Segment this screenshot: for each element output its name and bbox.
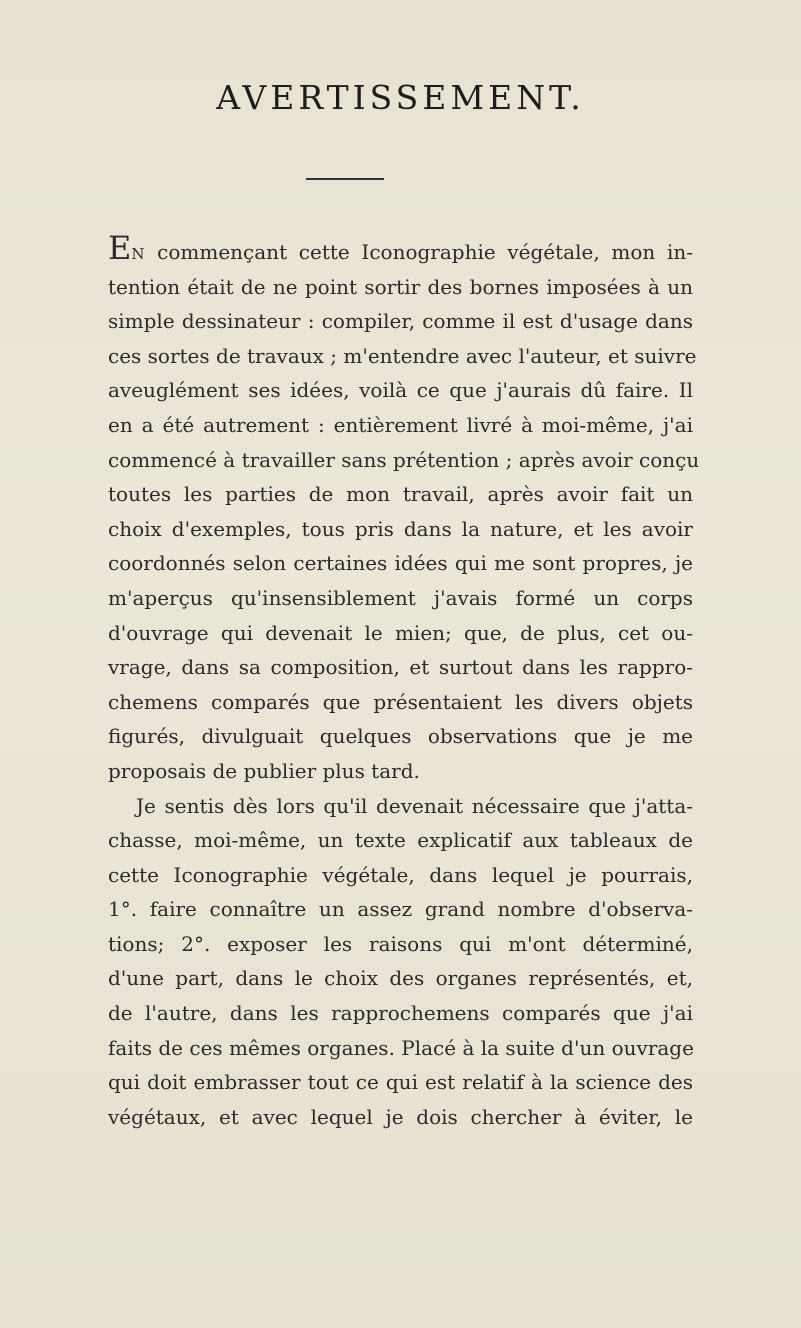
text-line: qui doit embrasser tout ce qui est relatif à la science des <box>108 1070 693 1095</box>
text-line: coordonnés selon certaines idées qui me sont propres, je <box>108 551 693 576</box>
text-line: commencé à travailler sans prétention ; après avoir conçu <box>108 447 700 472</box>
text-line: faits de ces mêmes organes. Placé à la suite d'un ouvrage <box>108 1035 694 1060</box>
text-line <box>108 229 693 270</box>
text-line: vrage, dans sa composition, et surtout dans les rappro- <box>108 655 693 680</box>
text-line: m'aperçus qu'insensiblement j'avais formé un corps <box>108 585 693 610</box>
text-line: en a été autrement : entièrement livré à moi-même, j'ai <box>108 412 693 437</box>
text-line: choix d'exemples, tous pris dans la nature, et les avoir <box>108 516 693 541</box>
text-line: ces sortes de travaux ; m'entendre avec l'auteur, et suivre <box>108 343 697 368</box>
text-line: de l'autre, dans les rapprochemens comparés que j'ai <box>108 1001 693 1026</box>
text-line: proposais de publier plus tard. <box>108 758 420 783</box>
text-line: cette Iconographie végétale, dans lequel je pourrais, <box>108 862 693 887</box>
text-line: 1°. faire connaître un assez grand nombre d'observa- <box>108 897 693 922</box>
text-line: figurés, divulguait quelques observations que je me <box>108 724 693 749</box>
text-line: végétaux, et avec lequel je dois chercher à éviter, le <box>108 1104 693 1129</box>
text-line: aveuglément ses idées, voilà ce que j'aurais dû faire. Il <box>108 378 693 403</box>
text-line: simple dessinateur : compiler, comme il est d'usage dans <box>108 309 693 334</box>
page-title: AVERTISSEMENT. <box>216 78 585 117</box>
text-line: chemens comparés que présentaient les divers objets <box>108 689 693 714</box>
text-line: tions; 2°. exposer les raisons qui m'ont déterminé, <box>108 931 693 956</box>
text-line: d'une part, dans le choix des organes représentés, et, <box>108 966 693 991</box>
small-cap: N <box>131 245 146 263</box>
drop-cap: E <box>108 229 132 267</box>
paragraph-1 <box>108 229 700 789</box>
text-line: toutes les parties de mon travail, après avoir fait un <box>108 482 693 507</box>
text-line: d'ouvrage qui devenait le mien; que, de plus, cet ou- <box>108 620 693 645</box>
line-text: commençant cette Iconographie végétale, mon in- <box>145 240 693 264</box>
text-line: tention était de ne point sortir des bornes imposées à un <box>108 274 693 299</box>
paragraph-2 <box>108 789 693 1135</box>
title-rule <box>306 178 384 180</box>
body-text <box>108 229 700 1134</box>
text-line: chasse, moi-même, un texte explicatif aux tableaux de <box>108 828 693 853</box>
text-line: Je sentis dès lors qu'il devenait nécessaire que j'atta- <box>136 793 693 818</box>
